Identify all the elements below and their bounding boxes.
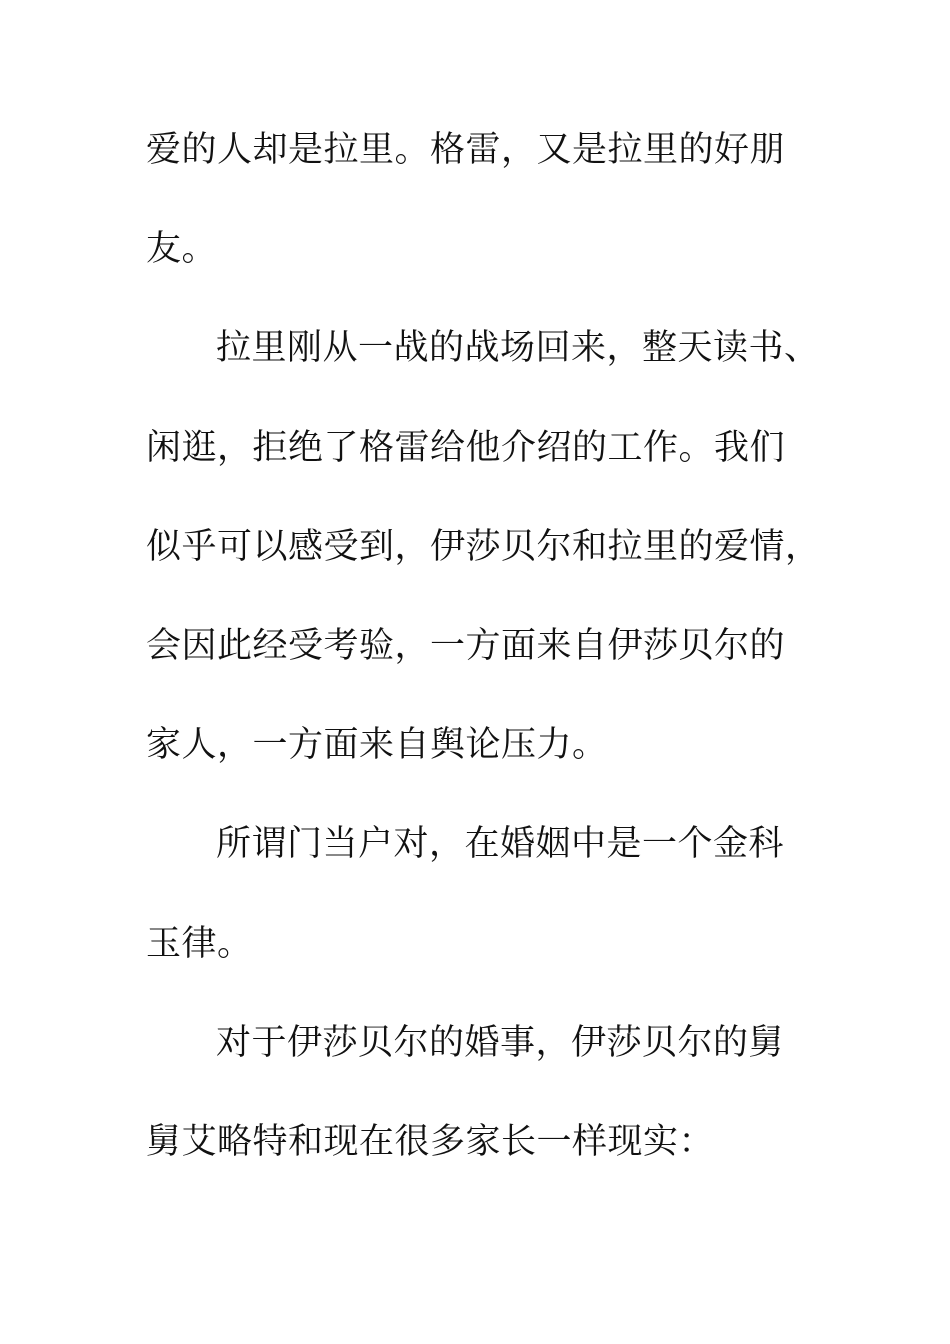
text-line: 似乎可以感受到，伊莎贝尔和拉里的爱情， — [146, 526, 821, 567]
text-line: 爱的人却是拉里。格雷，又是拉里的好朋 — [146, 130, 786, 170]
text-line: 闲逛，拒绝了格雷给他介绍的工作。我们 — [146, 427, 786, 468]
text-line: 玉律。 — [146, 923, 253, 964]
text-line: 友。 — [146, 229, 218, 270]
body-text — [146, 125, 821, 1216]
text-line: 家人，一方面来自舆论压力。 — [146, 725, 608, 766]
paragraph-first-line: 对于伊莎贝尔的婚事，伊莎贝尔的舅 — [216, 1022, 785, 1063]
paragraph-first-line: 拉里刚从一战的战场回来，整天读书、 — [216, 328, 820, 369]
paragraph-first-line: 所谓门当户对，在婚姻中是一个金科 — [216, 824, 785, 865]
text-line: 舅艾略特和现在很多家长一样现实： — [146, 1121, 715, 1162]
text-line: 会因此经受考验，一方面来自伊莎贝尔的 — [146, 625, 786, 666]
